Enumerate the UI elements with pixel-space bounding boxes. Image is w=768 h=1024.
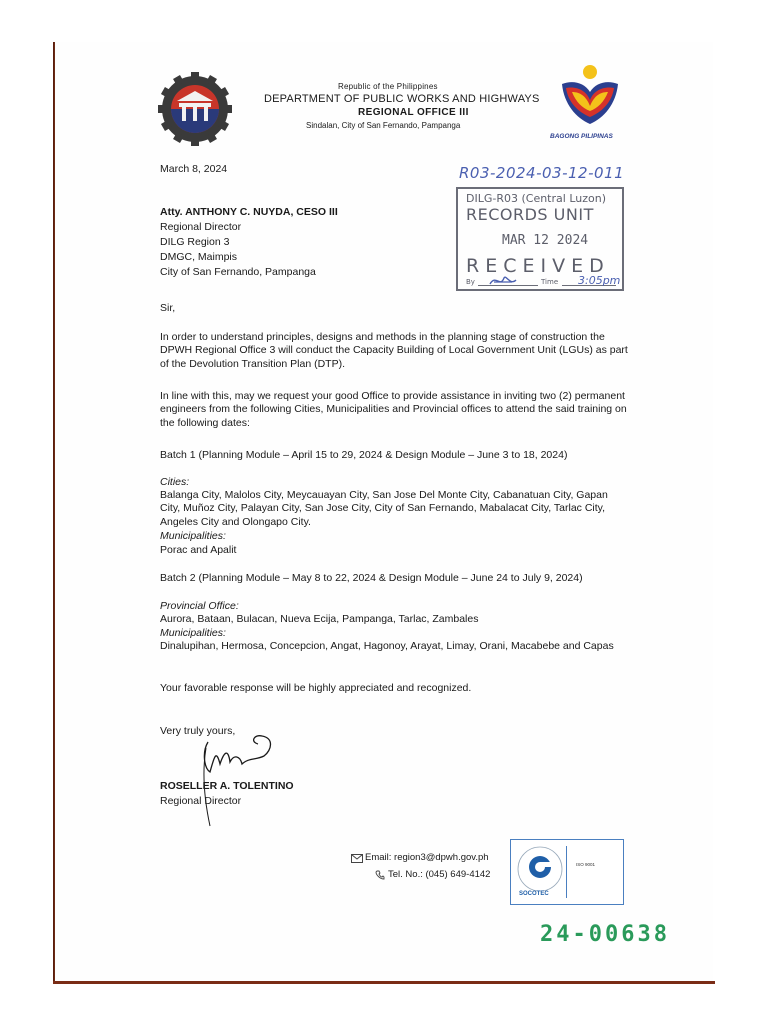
header-republic: Republic of the Philippines — [338, 82, 438, 91]
recipient-line: Regional Director — [160, 221, 242, 233]
recipient-line: City of San Fernando, Pampanga — [160, 266, 316, 278]
letter-date: March 8, 2024 — [160, 163, 228, 175]
batch2-provincial-label: Provincial Office: — [160, 600, 239, 612]
closing-paragraph: Your favorable response will be highly appreciated and recognized. — [160, 682, 472, 694]
email-icon — [351, 854, 363, 863]
valediction: Very truly yours, — [160, 725, 236, 737]
batch2-title: Batch 2 (Planning Module – May 8 to 22, 2024 & Design Module – June 24 to July 9, 2024) — [160, 572, 583, 584]
bagong-pilipinas-caption: BAGONG PILIPINAS — [550, 133, 613, 140]
batch1-title: Batch 1 (Planning Module – April 15 to 29, 2024 & Design Module – June 3 to 18, 2024) — [160, 449, 568, 461]
recipient-line: DMGC, Maimpis — [160, 251, 238, 263]
stamp-time-value: 3:05pm — [578, 274, 621, 287]
batch2-municipalities: Dinalupihan, Hermosa, Concepcion, Angat, Hagonoy, Arayat, Limay, Orani, Macabebe and Capas — [160, 640, 614, 652]
paper-edge-bottom — [53, 981, 715, 984]
batch1-cities-label: Cities: — [160, 476, 190, 488]
paragraph-intro: In order to understand principles, designs and methods in the planning stage of construction the DPWH Regional Office 3 will conduct the Capacity Building of Local Government Unit (LGUs) as part of the Devolution Transition Plan (DTP). — [160, 331, 628, 370]
dpwh-logo-icon — [158, 72, 232, 146]
footer-phone: Tel. No.: (045) 649-4142 — [388, 869, 491, 880]
stamp-office: DILG-R03 (Central Luzon) — [466, 192, 606, 205]
header-department: DEPARTMENT OF PUBLIC WORKS AND HIGHWAYS — [264, 93, 540, 105]
iso-panel — [566, 846, 617, 898]
stamp-received: RECEIVED — [466, 255, 610, 277]
stamp-date: MAR 12 2024 — [502, 233, 589, 248]
header-regional-office: REGIONAL OFFICE III — [358, 107, 469, 118]
paragraph-request: In line with this, may we request your good Office to provide assistance in inviting two (2) permanent engineers from the following Cities, Municipalities and Provincial offices to attend the said training on the following dates: — [160, 390, 627, 429]
recipient-name: Atty. ANTHONY C. NUYDA, CESO III — [160, 206, 338, 218]
signatory-title: Regional Director — [160, 795, 242, 807]
bagong-pilipinas-logo-icon — [556, 62, 622, 130]
recipient-line: DILG Region 3 — [160, 236, 230, 248]
stamp-initials-signature — [486, 272, 520, 290]
socotec-logo-icon — [514, 843, 566, 895]
stamp-by-label: By — [466, 278, 475, 286]
batch2-provincial: Aurora, Bataan, Bulacan, Nueva Ecija, Pampanga, Tarlac, Zambales — [160, 613, 479, 625]
handwritten-signature — [190, 728, 280, 828]
batch1-cities: Balanga City, Malolos City, Meycauayan City, San Jose Del Monte City, Cabanatuan City, Gapan City, Muñoz City, Palayan City, San Jose City, City of San Fernando, Mabalacat City, Tarlac City, Angeles City and Olongapo City. — [160, 489, 608, 528]
iso-standard: ISO 9001 — [576, 862, 596, 867]
document-serial-number: 24-00638 — [540, 922, 670, 947]
batch2-municipalities-label: Municipalities: — [160, 627, 226, 639]
header-address: Sindalan, City of San Fernando, Pampanga — [306, 121, 461, 130]
phone-icon — [375, 870, 385, 880]
stamp-unit: RECORDS UNIT — [466, 205, 594, 224]
batch1-municipalities-label: Municipalities: — [160, 530, 226, 542]
handwritten-reference: R03-2024-03-12-011 — [459, 164, 625, 182]
footer-email: Email: region3@dpwh.gov.ph — [365, 852, 489, 863]
signatory-name: ROSELLER A. TOLENTINO — [160, 780, 294, 792]
stamp-time-label: Time — [541, 278, 559, 286]
salutation: Sir, — [160, 302, 176, 314]
certifier-name: SOCOTEC — [519, 891, 549, 897]
batch1-municipalities: Porac and Apalit — [160, 544, 237, 556]
